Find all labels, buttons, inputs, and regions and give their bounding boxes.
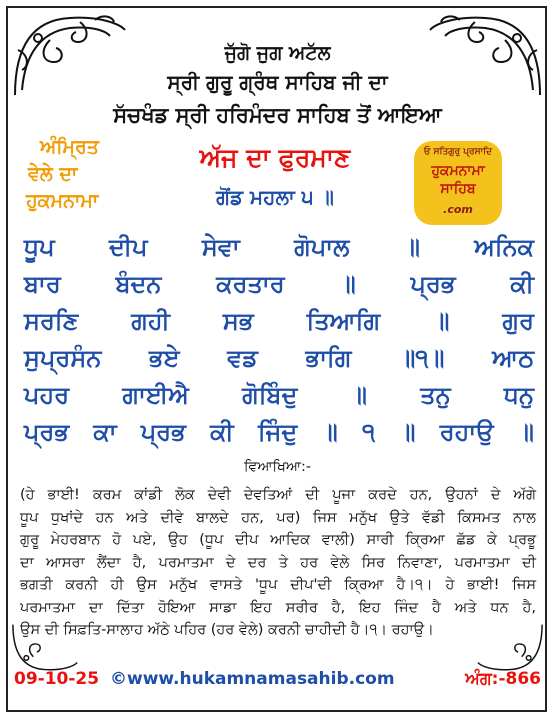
- logo-text-1: ਹੁਕਮਨਾਮਾ: [431, 163, 485, 179]
- raag-heading: ਗੋਂਡ ਮਹਲਾ ੫ ॥: [216, 185, 334, 209]
- vyakhya-heading: ਵਿਆਖਿਆ:-: [244, 459, 311, 475]
- vyakhya-line: ਗੁਰੂ ਮੇਹਰਬਾਨ ਹੋ ਪਏ, ਉਹ (ਧੂਪ ਦੀਪ ਆਦਿਕ ਵਾਲੀ) ਸਾਰੀ ਕ੍ਰਿਆ ਛੱਡ ਕੇ ਪ੍ਰਭੂ: [20, 532, 536, 548]
- page-title: ਅੱਜ ਦਾ ਫੁਰਮਾਣ: [199, 143, 351, 172]
- vyakhya-text: [20, 484, 536, 642]
- shabad-line: ਸੁਪ੍ਰਸੰਨ ਭਏ ਵਡ ਭਾਗਿ ॥੧॥ ਆਠ: [24, 344, 534, 372]
- vyakhya-line: ਧੂਪ ਧੁਖਾਂਦੇ ਹਨ ਅਤੇ ਦੀਵੇ ਬਾਲਦੇ ਹਨ, ਪਰ) ਜਿਸ ਮਨੁੱਖ ਉਤੇ ਵੱਡੀ ਕਿਸਮਤ ਨਾਲ: [20, 509, 536, 526]
- logo-com-text: .com: [443, 203, 473, 216]
- header-line-2: ਸ੍ਰੀ ਗੁਰੂ ਗ੍ਰੰਥ ਸਾਹਿਬ ਜੀ ਦਾ: [167, 70, 388, 94]
- header-line-1: ਜੁੱਗੋ ਜੁਗ ਅਟੱਲ: [224, 42, 331, 64]
- logo-text-2: ਸਾਹਿਬ: [440, 181, 476, 197]
- amrit-vele-label: [26, 134, 146, 215]
- hukamnama-sahib-logo: [414, 141, 502, 225]
- website-link[interactable]: ©www.hukamnamasahib.com: [110, 669, 395, 689]
- footer-date: 09-10-25: [14, 669, 100, 689]
- shabad-text: [24, 229, 534, 451]
- footer: [14, 669, 541, 695]
- amrit-line-1: ਅੰਮ੍ਰਿਤ: [40, 136, 99, 158]
- shabad-line: ਸਰਣਿ ਗਹੀ ਸਭ ਤਿਆਗਿ ॥ ਗੁਰ: [24, 307, 534, 335]
- shabad-line: ਧੂਪ ਦੀਪ ਸੇਵਾ ਗੋਪਾਲ ॥ ਅਨਿਕ: [24, 233, 534, 261]
- logo-top-text: ਓ ਸਤਿਗੁਰੁ ਪ੍ਰਸਾਦਿ: [423, 147, 493, 157]
- amrit-line-3: ਹੁਕਮਨਾਮਾ: [26, 190, 99, 212]
- shabad-line: ਪਹਰ ਗਾਈਐ ਗੋਬਿੰਦੁ ॥ ਤਨੁ ਧਨੁ: [24, 381, 534, 409]
- ang-number: ਅੰਗ:-866: [465, 669, 541, 689]
- vyakhya-line: ਪਰਮਾਤਮਾ ਦਾ ਦਿੱਤਾ ਹੋਇਆ ਸਾਡਾ ਇਹ ਸਰੀਰ ਹੈ, ਇਹ ਜਿੰਦ ਹੈ ਅਤੇ ਧਨ ਹੈ,: [20, 599, 536, 616]
- shabad-line: ਬਾਰ ਬੰਦਨ ਕਰਤਾਰ ॥ ਪ੍ਰਭ ਕੀ: [24, 270, 534, 298]
- header-line-3: ਸੱਚਖੰਡ ਸ੍ਰੀ ਹਰਿਮੰਦਰ ਸਾਹਿਬ ਤੋਂ ਆਇਆ: [113, 103, 442, 127]
- shabad-line: ਪ੍ਰਭ ਕਾ ਪ੍ਰਭ ਕੀ ਜਿੰਦੁ ॥ ੧ ॥ ਰਹਾਉ ॥: [24, 418, 534, 446]
- vyakhya-line: ਭਗਤੀ ਕਰਨੀ ਹੀ ਉਸ ਮਨੁੱਖ ਵਾਸਤੇ 'ਧੂਪ ਦੀਪ'ਦੀ ਕ੍ਰਿਆ ਹੈ।੧। ਹੇ ਭਾਈ! ਜਿਸ: [20, 577, 536, 593]
- vyakhya-line: ਦਾ ਆਸਰਾ ਲੈਂਦਾ ਹੈ, ਪਰਮਾਤਮਾ ਦੇ ਦਰ ਤੇ ਹਰ ਵੇਲੇ ਸਿਰ ਨਿਵਾਣਾ, ਪਰਮਾਤਮਾ ਦੀ: [20, 554, 536, 571]
- vyakhya-line: (ਹੇ ਭਾਈ! ਕਰਮ ਕਾਂਡੀ ਲੋਕ ਦੇਵੀ ਦੇਵਤਿਆਂ ਦੀ ਪੂਜਾ ਕਰਦੇ ਹਨ, ਉਹਨਾਂ ਦੇ ਅੱਗੇ: [20, 487, 536, 503]
- vyakhya-line: ਉਸ ਦੀ ਸਿਫ਼ਤਿ-ਸਾਲਾਹ ਅੱਠੇ ਪਹਿਰ (ਹਰ ਵੇਲੇ) ਕਰਨੀ ਚਾਹੀਦੀ ਹੈ।੧। ਰਹਾਉ।: [20, 622, 434, 638]
- amrit-line-2: ਵੇਲੇ ਦਾ: [28, 163, 78, 185]
